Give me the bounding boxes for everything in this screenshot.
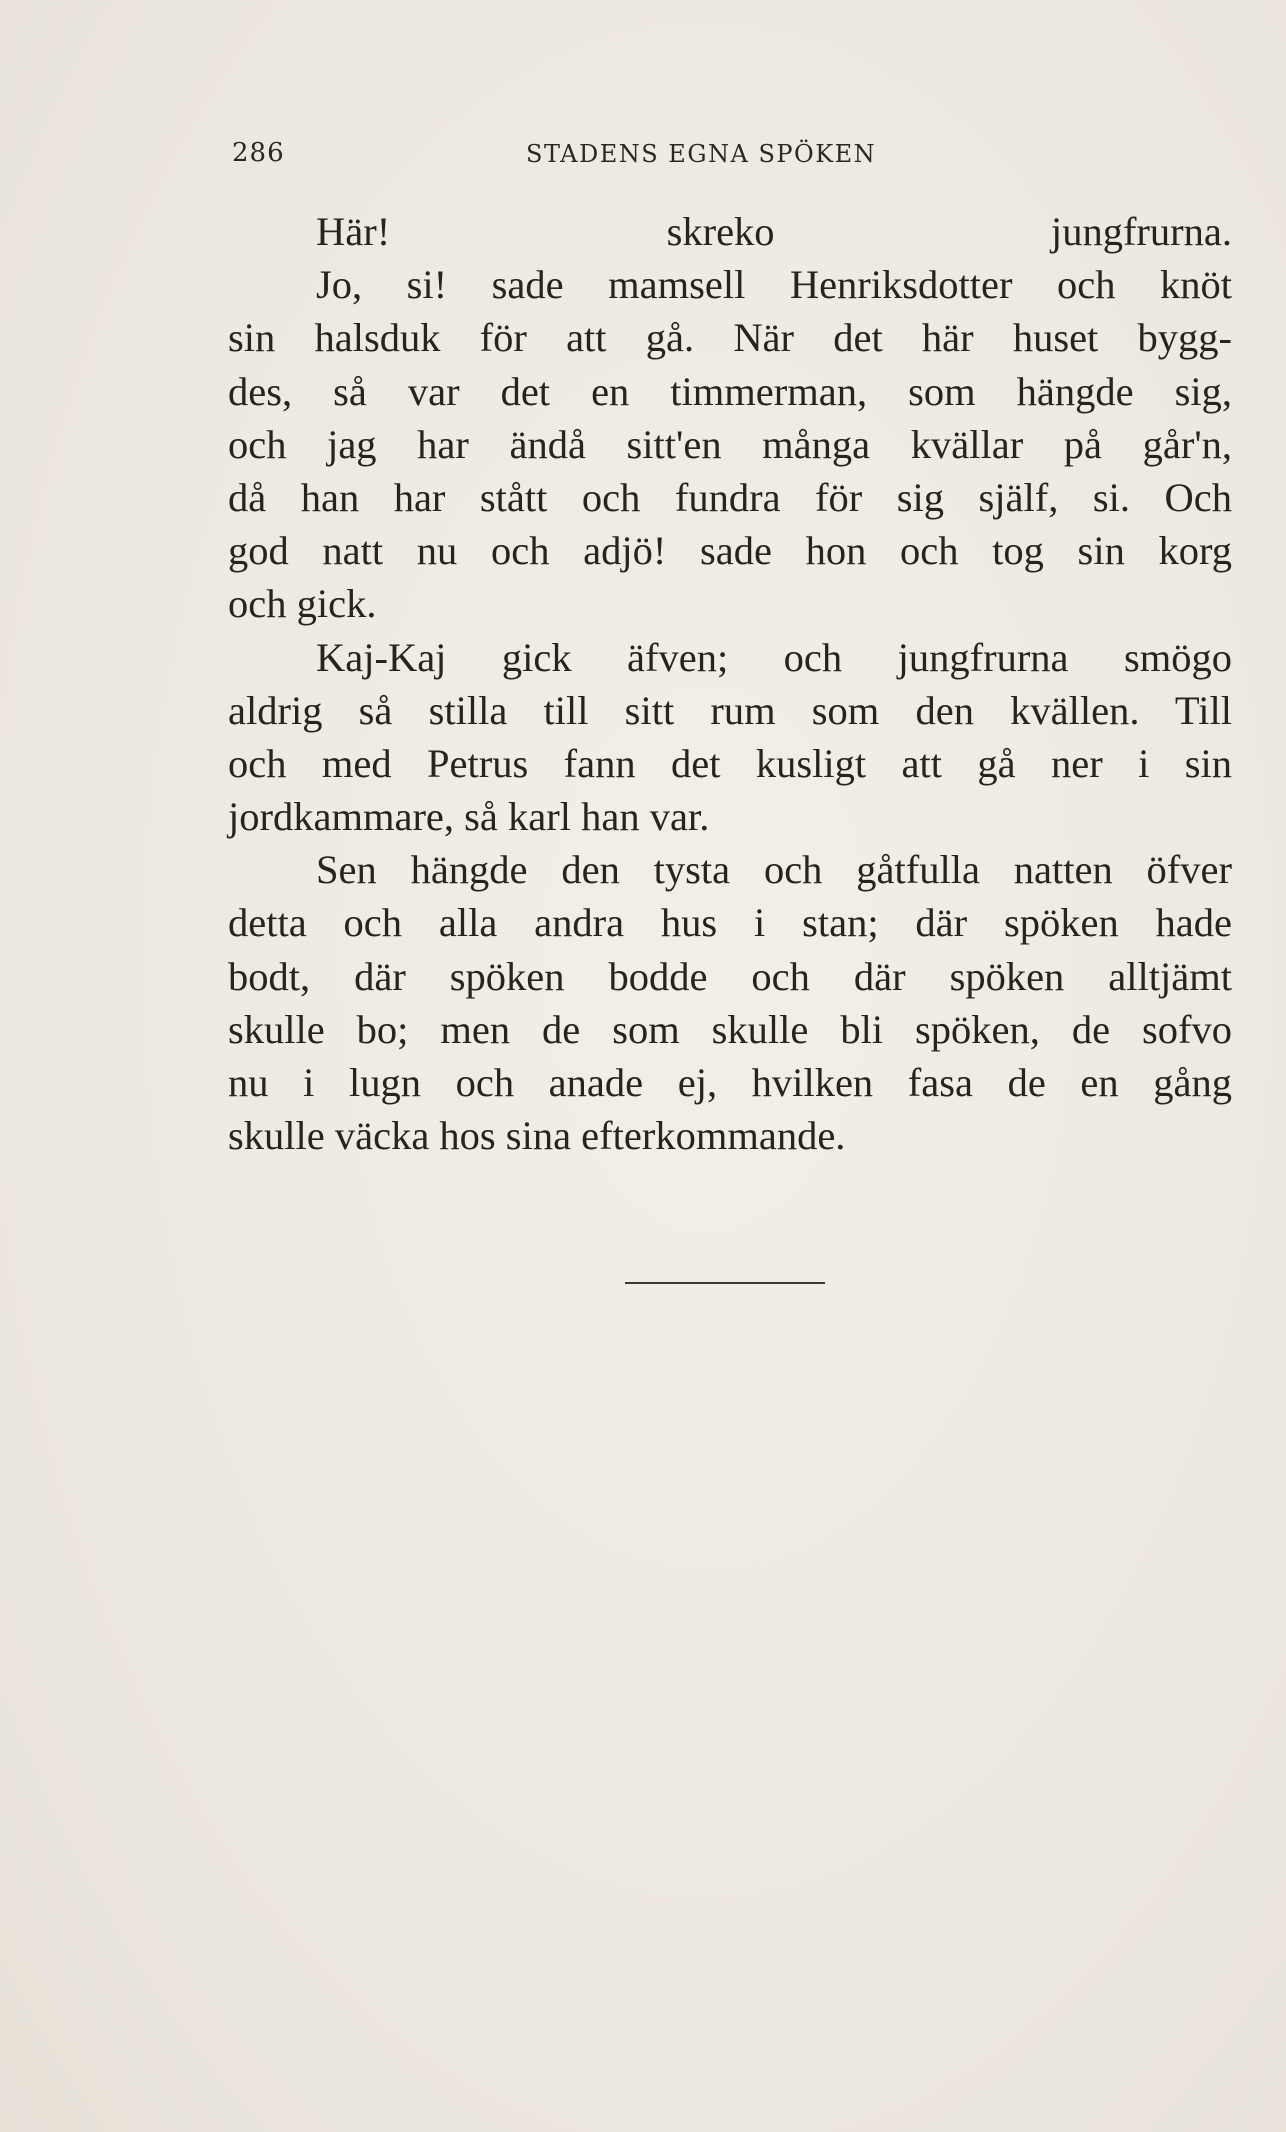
text-line: detta och alla andra hus i stan; där spöken hade [228,900,1232,946]
end-of-chapter-rule [625,1282,825,1284]
text-line: des, så var det en timmerman, som hängde sig, [228,368,1232,414]
text-line: bodt, där spöken bodde och där spöken alltjämt [228,953,1232,999]
text-line: och med Petrus fann det kusligt att gå ner i sin [228,740,1232,786]
text-line: skulle väcka hos sina efterkommande. [228,1113,846,1159]
text-line: Kaj-Kaj gick äfven; och jungfrurna smögo [316,634,1232,680]
body-text [228,205,1232,1162]
text-line: aldrig så stilla till sitt rum som den kvällen. Till [228,687,1232,733]
text-line: nu i lugn och anade ej, hvilken fasa de en gång [228,1060,1232,1105]
running-title: STADENS EGNA SPÖKEN [526,140,877,168]
text-line: skulle bo; men de som skulle bli spöken, de sofvo [228,1006,1232,1052]
text-line: och gick. [228,581,377,627]
text-line: Jo, si! sade mamsell Henriksdotter och knöt [316,262,1232,308]
text-line: då han har stått och fundra för sig själf, si. Och [228,474,1232,520]
page-number: 286 [232,138,285,168]
text-line: jordkammare, så karl han var. [228,794,710,840]
text-line: Sen hängde den tysta och gåtfulla natten öfver [316,847,1232,893]
running-head [232,138,942,178]
text-line: och jag har ändå sitt'en många kvällar på går'n, [228,421,1232,467]
text-line: sin halsduk för att gå. När det här huset bygg- [228,315,1232,361]
text-line: god natt nu och adjö! sade hon och tog sin korg [228,528,1232,574]
text-line: Här! skreko jungfrurna. [316,209,1232,254]
